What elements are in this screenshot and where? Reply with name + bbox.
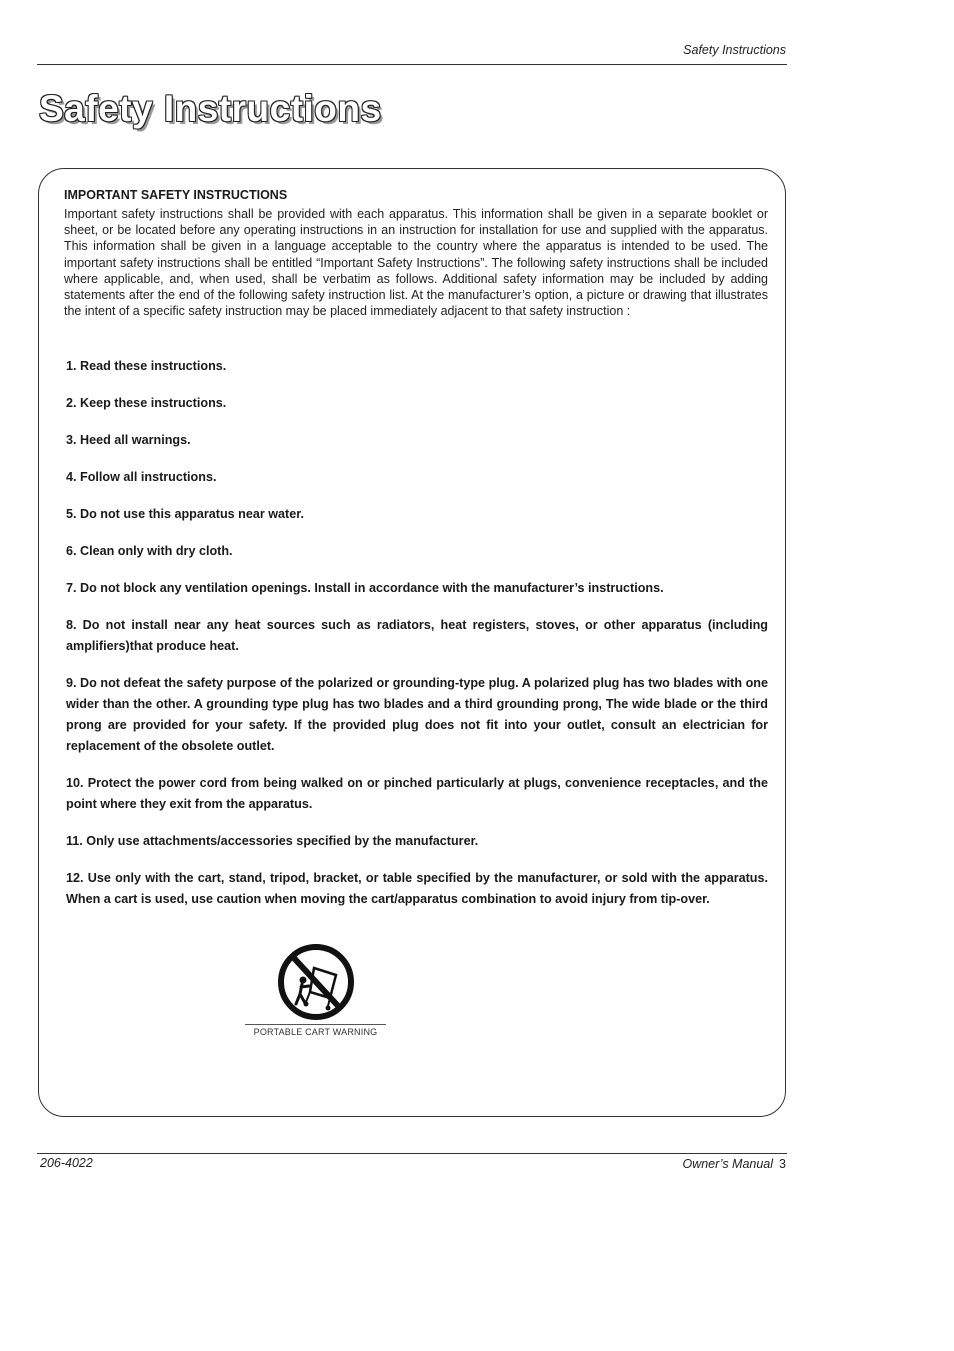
instruction-item: 6. Clean only with dry cloth. xyxy=(66,544,233,558)
instruction-item: 9. Do not defeat the safety purpose of the polarized or grounding-type plug. A polarized plug has two blades with one wider than the other. A grounding type plug has two blades and a third grounding prong, The wide blade or the third prong are provided for your safety. If the provided plug does not fit into your outlet, consult an electrician for replacement of the obsolete outlet. xyxy=(66,676,768,753)
figure-caption: PORTABLE CART WARNING xyxy=(253,1027,378,1037)
instruction-item: 2. Keep these instructions. xyxy=(66,396,227,410)
page-number: 3 xyxy=(779,1157,786,1171)
intro-paragraph: Important safety instructions shall be provided with each apparatus. This information shall be given in a separate booklet or sheet, or be located before any operating instructions in an instruction for installation for use and supplied with the apparatus. This information shall be given in a language acceptable to the country where the apparatus is intended to be used. The important safety instructions shall be entitled “Important Safety Instructions”. The following safety instructions shall be included where applicable, and, when used, shall be verbatim as follows. Additional safety information may be included by adding statements after the end of the following safety instruction list. At the manufacturer’s option, a picture or drawing that illustrates the intent of a specific safety instruction may be placed immediately adjacent to that safety instruction : xyxy=(64,207,768,319)
instruction-item: 5. Do not use this apparatus near water. xyxy=(66,507,304,521)
intro-heading: IMPORTANT SAFETY INSTRUCTIONS xyxy=(64,188,288,202)
cart-warning-figure xyxy=(245,942,386,1037)
instruction-item: 7. Do not block any ventilation openings. Install in accordance with the manufacturer’s instructions. xyxy=(66,581,664,595)
footer-divider xyxy=(37,1153,787,1154)
instruction-item: 12. Use only with the cart, stand, tripod, bracket, or table specified by the manufacturer, or sold with the apparatus. When a cart is used, use caution when moving the cart/apparatus combination to avoid injury from tip-over. xyxy=(66,871,768,906)
header-divider xyxy=(37,64,787,65)
instruction-item: 1. Read these instructions. xyxy=(66,359,227,373)
instruction-item: 3. Heed all warnings. xyxy=(66,433,191,447)
instruction-item: 10. Protect the power cord from being walked on or pinched particularly at plugs, convenience receptacles, and the point where they exit from the apparatus. xyxy=(66,776,768,811)
page-title: Safety Instructions xyxy=(39,88,382,129)
intro-section xyxy=(64,188,768,319)
footer-manual-info xyxy=(682,1157,786,1171)
running-header-title: Safety Instructions xyxy=(683,43,786,57)
instruction-item: 8. Do not install near any heat sources such as radiators, heat registers, stoves, or other apparatus (including amplifiers)that produce heat. xyxy=(66,618,768,653)
figure-divider xyxy=(245,1024,386,1025)
manual-label: Owner’s Manual xyxy=(682,1157,774,1171)
instruction-item: 11. Only use attachments/accessories specified by the manufacturer. xyxy=(66,834,479,848)
portable-cart-warning-icon xyxy=(276,942,356,1022)
instruction-list xyxy=(66,356,768,926)
instruction-item: 4. Follow all instructions. xyxy=(66,470,217,484)
document-number: 206-4022 xyxy=(40,1156,93,1170)
